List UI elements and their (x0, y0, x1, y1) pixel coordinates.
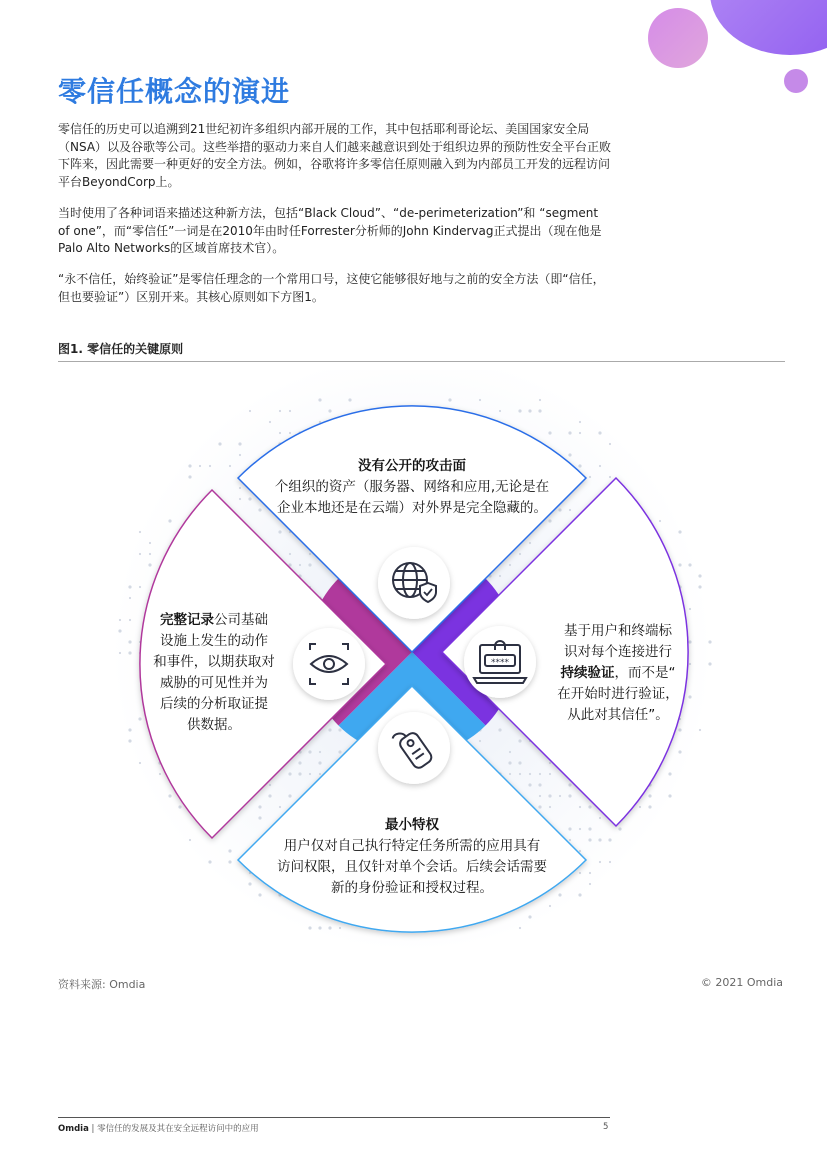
pattern-dot (549, 806, 551, 808)
pattern-dot (518, 739, 521, 742)
pattern-dot (228, 849, 231, 852)
principle-right-line-5: 从此对其信任”。 (567, 707, 669, 723)
pattern-dot (598, 431, 601, 434)
pattern-dot (338, 750, 341, 753)
pattern-dot (168, 794, 171, 797)
pattern-dot (269, 784, 271, 786)
pattern-dot (678, 728, 681, 731)
pattern-dot (549, 762, 551, 764)
pattern-dot (508, 761, 511, 764)
pattern-dot (578, 464, 581, 467)
principle-bottom-line-2: 访问权限，且仅针对单个会话。后续会话需要 (277, 859, 547, 875)
pattern-dot (699, 729, 701, 731)
pattern-dot (609, 476, 611, 478)
principle-left-line-4: 威胁的可见性并为 (160, 675, 268, 691)
pattern-dot (528, 409, 531, 412)
pattern-dot (228, 860, 231, 863)
pattern-dot (568, 783, 571, 786)
principle-bottom-text (258, 815, 566, 899)
pattern-dot (549, 773, 551, 775)
pattern-dot (139, 531, 141, 533)
pattern-dot (168, 519, 171, 522)
pattern-dot (509, 564, 511, 566)
pattern-dot (149, 553, 151, 555)
pattern-dot (648, 794, 651, 797)
principle-right-text (548, 621, 688, 726)
pattern-dot (319, 751, 321, 753)
pattern-dot (159, 773, 161, 775)
pattern-dot (688, 695, 691, 698)
pattern-dot (239, 498, 241, 500)
principle-top-heading: 没有公开的攻击面 (358, 458, 466, 474)
pattern-dot (189, 839, 191, 841)
pattern-dot (548, 431, 551, 434)
pattern-dot (599, 861, 601, 863)
svg-text:****: **** (491, 658, 509, 668)
footer-title: | 零信任的发展及其在安全远程访问中的应用 (88, 1124, 259, 1134)
principle-right-line-3: ，而不是“ (614, 665, 676, 681)
pattern-dot (448, 398, 451, 401)
pattern-dot (688, 640, 691, 643)
pattern-dot (579, 850, 581, 852)
pattern-dot (209, 465, 211, 467)
pattern-dot (279, 432, 281, 434)
pattern-dot (588, 838, 591, 841)
principle-right-line-2: 识对每个连接进行 (564, 644, 672, 660)
decor-circle-large (710, 0, 827, 55)
pattern-dot (119, 619, 121, 621)
pattern-dot (569, 839, 571, 841)
pattern-dot (279, 806, 281, 808)
pattern-dot (188, 475, 191, 478)
pattern-dot (128, 585, 131, 588)
pattern-dot (308, 563, 311, 566)
pattern-dot (589, 872, 591, 874)
principle-top-line-2: 企业本地还是在云端）对外界是完全隐藏的。 (277, 500, 547, 516)
pattern-dot (328, 728, 331, 731)
pattern-dot (318, 761, 321, 764)
pattern-dot (129, 619, 131, 621)
pattern-dot (579, 806, 581, 808)
pattern-dot (289, 553, 291, 555)
decor-circle-small (784, 69, 808, 93)
pattern-dot (348, 398, 351, 401)
pattern-dot (599, 465, 601, 467)
pattern-dot (239, 487, 241, 489)
pattern-dot (668, 794, 671, 797)
pattern-dot (689, 663, 691, 665)
pattern-dot (128, 640, 131, 643)
pattern-dot (548, 519, 551, 522)
globe-shield-icon (378, 547, 450, 619)
pattern-dot (538, 805, 541, 808)
pattern-dot (498, 728, 501, 731)
figure-divider (58, 361, 785, 362)
pattern-dot (568, 827, 571, 830)
pattern-dot (118, 629, 121, 632)
pattern-dot (618, 827, 621, 830)
pattern-dot (579, 432, 581, 434)
pattern-dot (568, 453, 571, 456)
pattern-dot (499, 410, 501, 412)
pattern-dot (639, 806, 641, 808)
pattern-dot (129, 597, 131, 599)
pattern-dot (678, 563, 681, 566)
page-title: 零信任概念的演进 (58, 75, 291, 108)
key-tag-icon (378, 712, 450, 784)
pattern-dot (609, 861, 611, 863)
pattern-dot (568, 431, 571, 434)
pattern-dot (298, 761, 301, 764)
pattern-dot (269, 421, 271, 423)
pattern-dot (288, 794, 291, 797)
pattern-dot (199, 465, 201, 467)
pattern-dot (509, 751, 511, 753)
pattern-dot (689, 608, 691, 610)
principle-left-bold: 完整记录 (160, 612, 214, 628)
pattern-dot (289, 432, 291, 434)
paragraph-1: 零信任的历史可以追溯到21世纪初许多组织内部开展的工作，其中包括耶利哥论坛、美国国家安全局（NSA）以及谷歌等公司。这些举措的驱动力来自人们越来越意识到处于组织边界的预防性安全平台正败下阵来，因此需要一种更好的安全方法。例如，谷歌将许多零信任原则融入到为内部员工开发的远程访问平台BeyondCorp上。 (58, 122, 612, 189)
figure-source: 资料来源: Omdia (58, 978, 146, 991)
principle-left-line-2: 设施上发生的动作 (160, 633, 268, 649)
pattern-dot (688, 563, 691, 566)
pattern-dot (318, 398, 321, 401)
principle-right-line-1: 基于用户和终端标 (564, 623, 672, 639)
pattern-dot (659, 520, 661, 522)
pattern-dot (328, 409, 331, 412)
pattern-dot (138, 717, 141, 720)
footer-brand: Omdia (58, 1124, 89, 1134)
principle-bottom-line-3: 新的身份验证和授权过程。 (331, 880, 493, 896)
pattern-dot (648, 805, 651, 808)
pattern-dot (529, 542, 531, 544)
figure-copyright: © 2021 Omdia (700, 976, 783, 989)
pattern-dot (509, 773, 511, 775)
pattern-dot (238, 442, 241, 445)
pattern-dot (278, 530, 281, 533)
pattern-dot (258, 805, 261, 808)
pattern-dot (698, 585, 701, 588)
pattern-dot (539, 795, 541, 797)
pattern-dot (308, 926, 311, 929)
pattern-dot (139, 762, 141, 764)
pattern-dot (559, 795, 561, 797)
pattern-dot (299, 564, 301, 566)
pattern-dot (538, 409, 541, 412)
principle-bottom-heading: 最小特权 (385, 817, 439, 833)
pattern-dot (599, 817, 601, 819)
principle-left-line-1: 公司基础 (214, 612, 268, 628)
pattern-dot (549, 905, 551, 907)
pattern-dot (579, 872, 581, 874)
pattern-dot (678, 750, 681, 753)
pattern-dot (678, 530, 681, 533)
pattern-dot (518, 761, 521, 764)
principle-right-bold: 持续验证 (560, 665, 615, 681)
pattern-dot (139, 586, 141, 588)
pattern-dot (298, 772, 301, 775)
pattern-dot (128, 651, 131, 654)
pattern-dot (518, 409, 521, 412)
paragraph-3: “永不信任，始终验证”是零信任理念的一个常用口号，这使它能够很好地与之前的安全方法（即“信任，但也要验证”）区别开来。其核心原则如下方图1。 (58, 272, 605, 304)
password-laptop-icon (464, 626, 536, 698)
pattern-dot (589, 883, 591, 885)
principle-top-line-1: 个组织的资产（服务器、网络和应用,无论是在 (274, 479, 550, 495)
pattern-dot (318, 926, 321, 929)
pattern-dot (609, 443, 611, 445)
pattern-dot (148, 563, 151, 566)
principle-bottom-line-1: 用户仅对自己执行特定任务所需的应用具有 (283, 838, 541, 854)
pattern-dot (588, 827, 591, 830)
pattern-dot (579, 828, 581, 830)
pattern-dot (208, 860, 211, 863)
pattern-dot (309, 553, 311, 555)
pattern-dot (139, 553, 141, 555)
principle-left-line-3: 和事件，以期获取对 (153, 654, 275, 670)
pattern-dot (149, 542, 151, 544)
pattern-dot (178, 805, 181, 808)
pattern-dot (579, 421, 581, 423)
pattern-dot (289, 410, 291, 412)
pattern-dot (248, 497, 251, 500)
pattern-dot (288, 772, 291, 775)
pattern-dot (548, 794, 551, 797)
pattern-dot (708, 662, 711, 665)
pattern-dot (339, 927, 341, 929)
pattern-dot (229, 465, 231, 467)
pattern-dot (128, 739, 131, 742)
principle-left-line-6: 供数据。 (187, 717, 241, 733)
pattern-dot (588, 805, 591, 808)
page-number: 5 (603, 1122, 609, 1132)
pattern-dot (309, 773, 311, 775)
footer-text (58, 1122, 259, 1134)
pattern-dot (218, 442, 221, 445)
pattern-dot (539, 773, 541, 775)
pattern-dot (188, 464, 191, 467)
pattern-dot (668, 772, 671, 775)
pattern-dot (519, 553, 521, 555)
figure-title: 图1. 零信任的关键原则 (58, 342, 184, 356)
pattern-dot (319, 773, 321, 775)
footer-divider (58, 1117, 610, 1118)
pattern-dot (328, 926, 331, 929)
pattern-dot (239, 454, 241, 456)
pattern-dot (528, 783, 531, 786)
eye-icon (293, 628, 365, 700)
principle-left-line-5: 后续的分析取证提 (160, 696, 268, 712)
pattern-dot (248, 882, 251, 885)
pattern-dot (499, 575, 501, 577)
pattern-dot (519, 927, 521, 929)
pattern-dot (268, 794, 271, 797)
pattern-dot (528, 915, 531, 918)
pattern-dot (568, 794, 571, 797)
principle-top-text (262, 456, 562, 519)
principle-left-text (150, 610, 278, 736)
pattern-dot (569, 509, 571, 511)
pattern-dot (598, 838, 601, 841)
pattern-dot (128, 728, 131, 731)
pattern-dot (578, 893, 581, 896)
pattern-dot (308, 750, 311, 753)
pattern-dot (698, 574, 701, 577)
pattern-dot (538, 783, 541, 786)
pattern-dot (249, 410, 251, 412)
pattern-dot (119, 652, 121, 654)
pattern-dot (539, 399, 541, 401)
pattern-dot (708, 640, 711, 643)
principle-right-line-4: 在开始时进行验证， (557, 686, 679, 702)
pattern-dot (589, 476, 591, 478)
pattern-dot (338, 728, 341, 731)
pattern-dot (608, 838, 611, 841)
decor-circle-medium (648, 8, 708, 68)
pattern-dot (479, 399, 481, 401)
pattern-dot (479, 740, 481, 742)
pattern-dot (529, 773, 531, 775)
paragraph-2: 当时使用了各种词语来描述这种新方法，包括“Black Cloud”、“de-perimeterization”和 “segment of one”，而“零信任”一词是在2010年由时任Forrester分析师的John Kindervag正式提出（现在他是Palo Alto Networks的区域首席技术官）。 (58, 206, 602, 255)
pattern-dot (279, 410, 281, 412)
pattern-dot (519, 773, 521, 775)
